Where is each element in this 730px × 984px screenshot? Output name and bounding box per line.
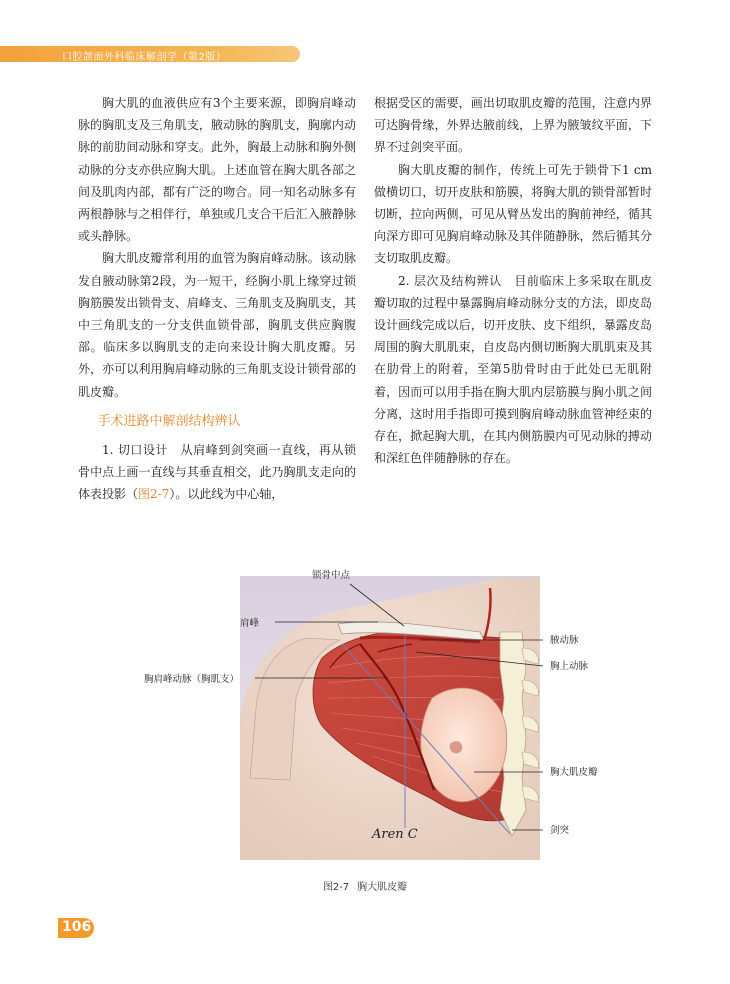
- paragraph-text: 从肩峰到剑突画一直线，再从锁骨中点上画一直线与其垂直相交，此乃胸肌支走向的体表投影（: [78, 443, 356, 502]
- paragraph-text: 目前临床上多采取在肌皮瓣切取的过程中暴露胸肩峰动脉分支的方法，即皮岛设计画线完成以后，切开皮肤、皮下组织，暴露皮岛周围的胸大肌肌束，自皮岛内侧切断胸大肌肌束及其在肋骨上的附着，至第5肋骨时由于此处已无肌附着，因而可以用手指在胸大肌内层筋膜与胸小肌之间分离，这时用手指即可摸到胸肩峰动脉血管神经束的存在，掀起胸大肌，在其内侧筋膜内可见动脉的搏动和深红色伴随静脉的存在。: [374, 273, 652, 466]
- paragraph: 胸大肌皮瓣的制作，传统上可先于锁骨下1 cm做横切口，切开皮肤和筋膜，将胸大肌的锁骨部暂时切断，拉向两侧，可见从臂丛发出的胸前神经，循其向深方即可见胸肩峰动脉及其伴随静脉，然后循其分支切取肌皮瓣。: [374, 162, 652, 266]
- section-heading: 手术进路中解剖结构辨认: [97, 413, 241, 429]
- label-flap: 胸大肌皮瓣: [550, 767, 598, 778]
- caption-title: 胸大肌皮瓣: [357, 882, 408, 893]
- paragraph: 根据受区的需要，画出切取肌皮瓣的范围，注意内界可达胸骨缘，外界达腋前线，上界为腋皱纹平面，下界不过剑突平面。: [374, 96, 652, 155]
- paragraph: 胸大肌的血液供应有3个主要来源，即胸肩峰动脉的胸肌支及三角肌支，腋动脉的胸肌支，胸廓内动脉的前肋间动脉和穿支。此外，胸最上动脉和胸外侧动脉的分支亦供应胸大肌。上述血管在胸大肌各部之间及肌肉内部，都有广泛的吻合。同一知名动脉多有两根静脉与之相伴行，单独或几支合干后汇入腋静脉或头静脉。: [78, 96, 356, 244]
- paragraph-text: ）。以此线为中心轴，: [169, 487, 284, 502]
- book-title: 口腔颌面外科临床解剖学（第2版）: [62, 52, 227, 63]
- anatomy-figure: [60, 548, 620, 868]
- caption-number: 图2-7: [322, 882, 350, 893]
- paragraph-lead: 1. 切口设计: [102, 443, 169, 458]
- figure-reference[interactable]: 图2-7: [138, 487, 170, 502]
- signature: Aren C: [372, 827, 418, 842]
- left-column: [78, 92, 356, 506]
- label-thoracoacromial-artery: 胸肩峰动脉（胸肌支）: [144, 674, 240, 685]
- paragraph: [374, 270, 652, 470]
- paragraph-lead: 2. 层次及结构辨认: [398, 273, 502, 288]
- paragraph: [78, 439, 356, 506]
- figure-caption: [0, 878, 730, 893]
- nipple: [450, 741, 463, 753]
- page-number: 106: [62, 919, 92, 935]
- paragraph: 胸大肌皮瓣常利用的血管为胸肩峰动脉。该动脉发自腋动脉第2段，为一短干，经胸小肌上缘穿过锁胸筋膜发出锁骨支、肩峰支、三角肌支及胸肌支，其中三角肌支的一分支供血锁骨部，胸肌支供应胸腹部。临床多以胸肌支的走向来设计胸大肌皮瓣。另外，亦可以利用胸肩峰动脉的三角肌支设计锁骨部的肌皮瓣。: [78, 251, 356, 399]
- label-axillary-artery: 腋动脉: [550, 635, 579, 646]
- label-xiphoid: 剑突: [550, 825, 570, 836]
- label-acromion: 肩峰: [240, 618, 260, 629]
- right-column: [374, 92, 652, 469]
- label-clavicle-midpoint: 锁骨中点: [312, 570, 351, 581]
- label-superior-thoracic-artery: 胸上动脉: [550, 661, 589, 672]
